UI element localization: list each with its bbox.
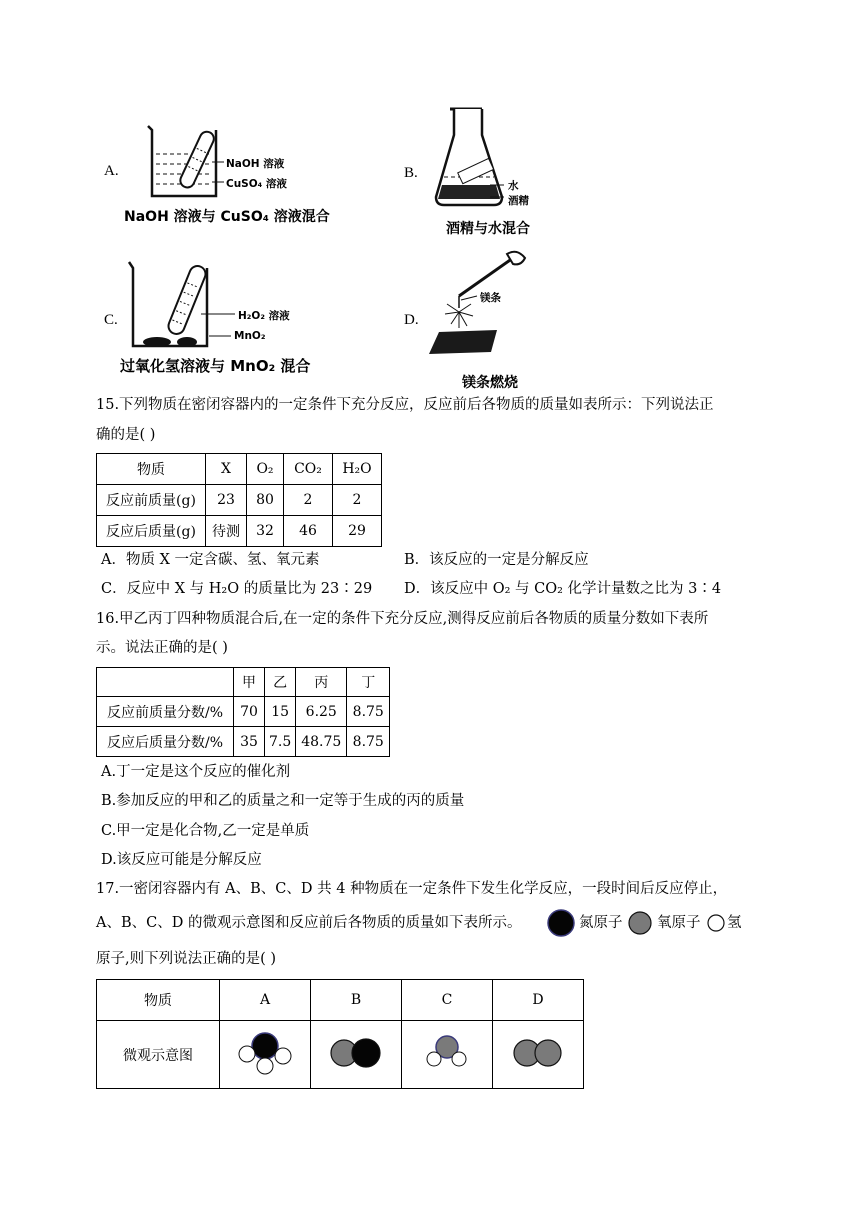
option-c-letter: C. — [104, 312, 118, 328]
q17-row-label: 微观示意图 — [97, 1021, 220, 1089]
q16-cell: 8.75 — [347, 727, 390, 757]
q16-stem-line2: 示。说法正确的是( ) — [96, 640, 228, 656]
q15-cell: 46 — [284, 516, 333, 547]
q15-choice-d[interactable]: D．该反应中 O₂ 与 CO₂ 化学计量数之比为 3∶4 — [404, 581, 722, 597]
q15-choice-c[interactable]: C．反应中 X 与 H₂O 的质量比为 23∶29 — [101, 581, 373, 597]
q17-stem-line1: 17.一密闭容器内有 A、B、C、D 共 4 种物质在一定条件下发生化学反应，一段时间后反应停止， — [96, 881, 728, 897]
q16-cell: 70 — [234, 697, 265, 727]
molecule-b-cell — [311, 1021, 402, 1089]
q16-cell: 反应前质量分数/% — [97, 697, 234, 727]
q15-header-cell: O₂ — [247, 454, 284, 485]
molecule-d-cell — [493, 1021, 584, 1089]
q15-choice-b[interactable]: B．该反应的一定是分解反应 — [404, 552, 589, 568]
q15-choice-a[interactable]: A．物质 X 一定含碳、氢、氧元素 — [101, 552, 320, 568]
q17-stem-line3: 原子,则下列说法正确的是( ) — [96, 951, 277, 967]
q17-header-cell: B — [311, 980, 402, 1021]
q15-cell: 23 — [206, 485, 247, 516]
q16-cell: 48.75 — [296, 727, 347, 757]
molecule-d-icon — [508, 1033, 568, 1073]
q17-header-cell: A — [220, 980, 311, 1021]
q17-stem-line2: A、B、C、D 的微观示意图和反应前后各物质的质量如下表所示。 — [96, 915, 522, 931]
legend-hydrogen-label: 氢 — [727, 915, 742, 931]
q15-header-cell: X — [206, 454, 247, 485]
q15-stem-line1: 15.下列物质在密闭容器内的一定条件下充分反应，反应前后各物质的质量如表所示：下列说法正 — [96, 397, 714, 413]
q16-choice-c[interactable]: C.甲一定是化合物,乙一定是单质 — [101, 823, 310, 839]
legend-oxygen-label: 氧原子 — [657, 915, 701, 931]
molecule-c-icon — [422, 1032, 472, 1074]
q15-cell: 2 — [333, 485, 382, 516]
option-d-letter: D. — [404, 312, 419, 328]
h2o2-label: H₂O₂ 溶液 — [238, 310, 290, 322]
q15-stem-line2: 确的是( ) — [96, 427, 156, 443]
molecule-a-icon — [233, 1030, 297, 1076]
q16-cell: 15 — [265, 697, 296, 727]
hydrogen-atom-legend-icon — [707, 914, 725, 932]
option-c-caption: 过氧化氢溶液与 MnO₂ 混合 — [120, 357, 311, 375]
q15-cell: 2 — [284, 485, 333, 516]
option-d-caption: 镁条燃烧 — [462, 375, 518, 391]
legend-nitrogen-label: 氮原子 — [579, 915, 623, 931]
q15-cell: 待测 — [206, 516, 247, 547]
q15-table — [96, 453, 382, 547]
q15-cell: 29 — [333, 516, 382, 547]
q15-cell: 反应前质量(g) — [97, 485, 206, 516]
q15-header-cell: 物质 — [97, 454, 206, 485]
q17-header-cell: D — [493, 980, 584, 1021]
option-a-letter: A. — [104, 163, 119, 179]
water-label: 水 — [508, 180, 519, 192]
q16-header-cell: 乙 — [265, 668, 296, 697]
mg-ribbon-label: 镁条 — [480, 292, 501, 304]
q16-choice-b[interactable]: B.参加反应的甲和乙的质量之和一定等于生成的丙的质量 — [101, 793, 465, 809]
q16-header-cell — [97, 668, 234, 697]
q16-cell: 35 — [234, 727, 265, 757]
q16-header-cell: 甲 — [234, 668, 265, 697]
molecule-c-cell — [402, 1021, 493, 1089]
q16-cell: 6.25 — [296, 697, 347, 727]
cuso4-label: CuSO₄ 溶液 — [226, 178, 287, 190]
q15-cell: 32 — [247, 516, 284, 547]
q16-cell: 反应后质量分数/% — [97, 727, 234, 757]
q16-cell: 7.5 — [265, 727, 296, 757]
molecule-a-cell — [220, 1021, 311, 1089]
q16-header-cell: 丙 — [296, 668, 347, 697]
q16-table — [96, 667, 390, 757]
q16-choice-a[interactable]: A.丁一定是这个反应的催化剂 — [101, 764, 291, 780]
q16-choice-d[interactable]: D.该反应可能是分解反应 — [101, 852, 262, 868]
q16-cell: 8.75 — [347, 697, 390, 727]
option-b-caption: 酒精与水混合 — [446, 221, 530, 237]
nitrogen-atom-legend-icon — [546, 908, 576, 938]
q15-header-cell: H₂O — [333, 454, 382, 485]
option-b-letter: B. — [404, 165, 418, 181]
q17-header-cell: C — [402, 980, 493, 1021]
q15-header-cell: CO₂ — [284, 454, 333, 485]
molecule-b-icon — [326, 1033, 386, 1073]
q16-header-cell: 丁 — [347, 668, 390, 697]
q16-stem-line1: 16.甲乙丙丁四种物质混合后,在一定的条件下充分反应,测得反应前后各物质的质量分数如下表所 — [96, 611, 709, 627]
q15-cell: 反应后质量(g) — [97, 516, 206, 547]
beaker-h2o2-illustration — [125, 262, 315, 352]
q15-cell: 80 — [247, 485, 284, 516]
mno2-label: MnO₂ — [234, 330, 266, 342]
naoh-label: NaOH 溶液 — [226, 158, 285, 170]
oxygen-atom-legend-icon — [627, 910, 653, 936]
option-a-caption: NaOH 溶液与 CuSO₄ 溶液混合 — [124, 209, 330, 225]
alcohol-label: 酒精 — [508, 195, 529, 207]
q17-header-cell: 物质 — [97, 980, 220, 1021]
q17-table — [96, 979, 584, 1089]
